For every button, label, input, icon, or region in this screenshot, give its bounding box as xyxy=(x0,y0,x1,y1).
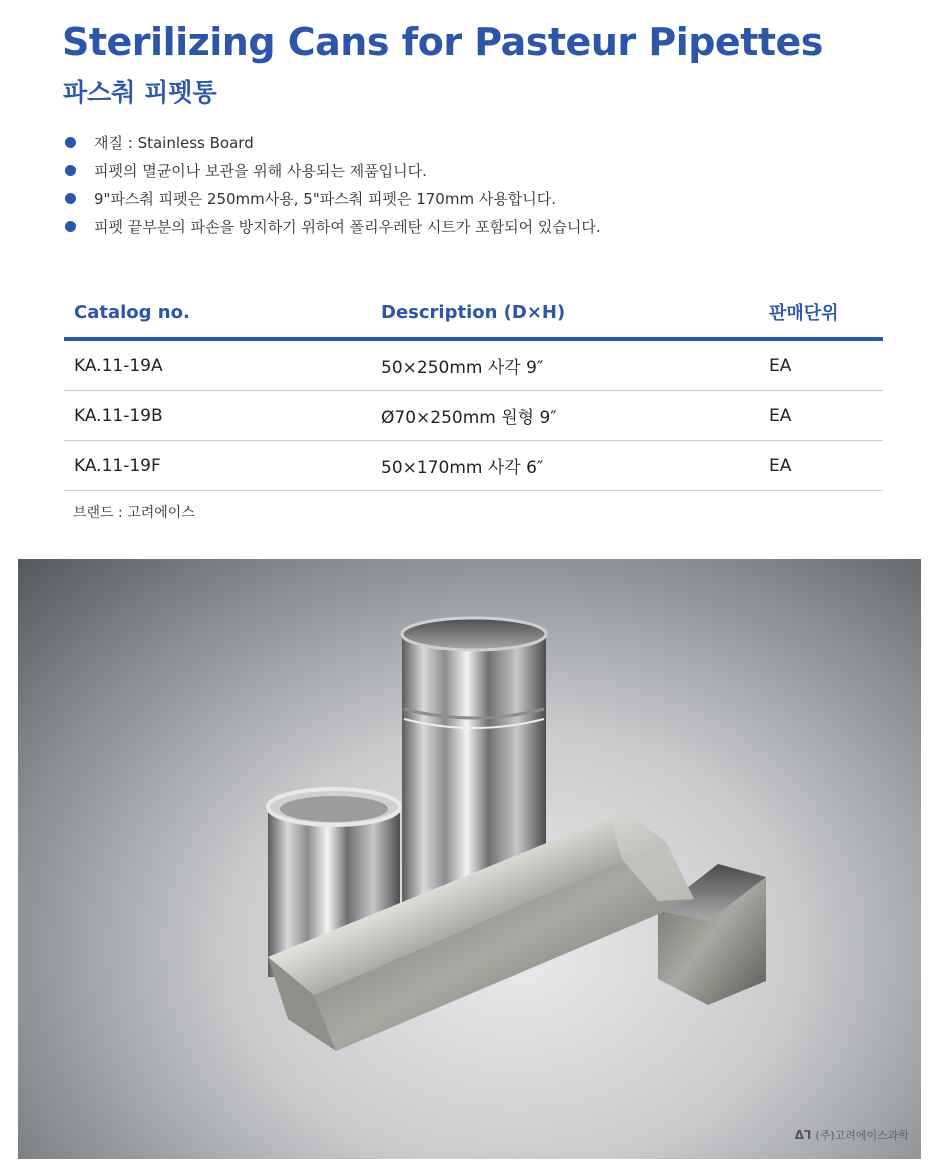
table-header-row xyxy=(64,287,883,341)
cell-description: 50×250mm 사각 9″ xyxy=(381,358,544,378)
cell-unit: EA xyxy=(769,355,792,376)
feature-item xyxy=(62,212,601,240)
table-row xyxy=(64,341,883,391)
header-catalog-no: Catalog no. xyxy=(74,301,190,323)
cell-unit: EA xyxy=(769,455,792,476)
feature-list xyxy=(62,128,601,240)
cell-unit: EA xyxy=(769,405,792,426)
feature-text: 재질 : Stainless Board xyxy=(94,133,254,152)
feature-text: 9"파스춰 피펫은 250mm사용, 5"파스춰 피펫은 170mm 사용합니다. xyxy=(94,189,557,208)
bullet-dot-icon xyxy=(65,221,76,232)
product-illustration xyxy=(18,559,921,1159)
bullet-dot-icon xyxy=(65,193,76,204)
table-row xyxy=(64,441,883,491)
table-row xyxy=(64,391,883,441)
bullet-dot-icon xyxy=(65,165,76,176)
feature-text: 피펫 끝부분의 파손을 방지하기 위하여 폴리우레탄 시트가 포함되어 있습니다. xyxy=(94,217,601,236)
page-subtitle: 파스춰 피펫통 xyxy=(63,78,217,107)
cell-catalog-no: KA.11-19F xyxy=(74,455,161,476)
cell-description: Ø70×250mm 원형 9″ xyxy=(381,408,557,428)
product-photo xyxy=(18,559,921,1159)
feature-text: 피펫의 멸균이나 보관을 위해 사용되는 제품입니다. xyxy=(94,161,427,180)
cell-description: 50×170mm 사각 6″ xyxy=(381,458,544,478)
header-unit: 판매단위 xyxy=(769,303,839,324)
feature-item xyxy=(62,156,601,184)
header-description: Description (D×H) xyxy=(381,301,566,323)
bullet-dot-icon xyxy=(65,137,76,148)
page-title: Sterilizing Cans for Pasteur Pipettes xyxy=(62,20,823,64)
company-logo-icon: ᐃᒣ xyxy=(794,1128,812,1142)
cell-catalog-no: KA.11-19A xyxy=(74,355,163,376)
feature-item xyxy=(62,128,601,156)
company-watermark xyxy=(795,1127,909,1143)
cell-catalog-no: KA.11-19B xyxy=(74,405,163,426)
brand-label: 브랜드 : 고려에이스 xyxy=(73,505,195,521)
company-name: (주)고려에이스과학 xyxy=(815,1129,909,1142)
tall-can-opening xyxy=(402,618,546,650)
catalog-table xyxy=(64,287,883,491)
feature-item xyxy=(62,184,601,212)
